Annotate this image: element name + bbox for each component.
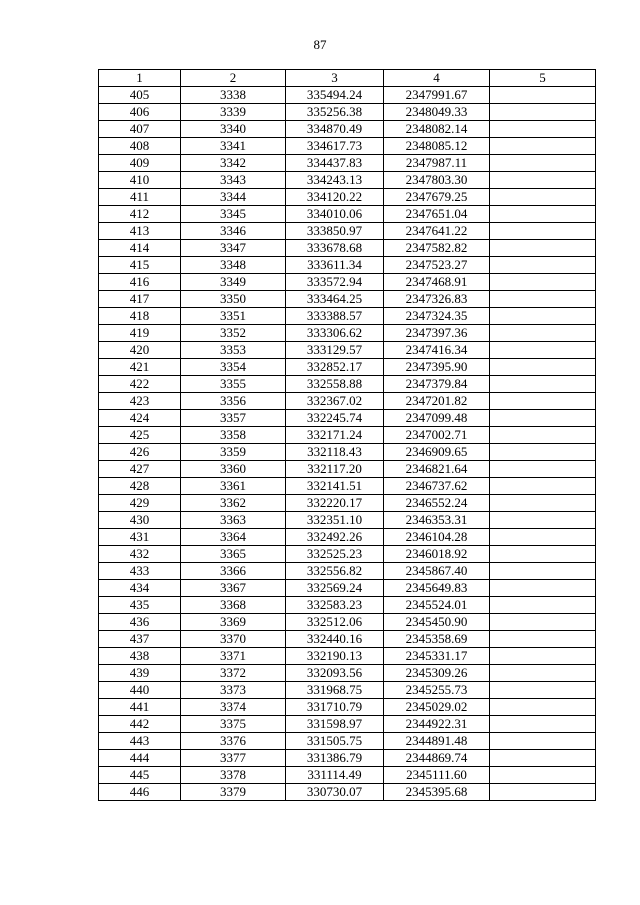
- table-cell-col-1: 409: [99, 155, 181, 172]
- table-cell-col-4: 2346018.92: [384, 546, 490, 563]
- table-cell-col-4: 2344891.48: [384, 733, 490, 750]
- table-cell-col-5: [490, 444, 596, 461]
- table-row: [99, 121, 596, 138]
- table-row: [99, 325, 596, 342]
- table-cell-col-3: 332245.74: [286, 410, 384, 427]
- table-cell-col-3: 334010.06: [286, 206, 384, 223]
- table-cell-col-5: [490, 563, 596, 580]
- table-cell-col-1: 427: [99, 461, 181, 478]
- table-cell-col-3: 331598.97: [286, 716, 384, 733]
- table-cell-col-5: [490, 104, 596, 121]
- table-cell-col-3: 333129.57: [286, 342, 384, 359]
- table-row: [99, 716, 596, 733]
- table-cell-col-1: 430: [99, 512, 181, 529]
- table-cell-col-3: 331386.79: [286, 750, 384, 767]
- table-cell-col-5: [490, 138, 596, 155]
- table-cell-col-3: 333678.68: [286, 240, 384, 257]
- table-cell-col-1: 442: [99, 716, 181, 733]
- table-cell-col-1: 405: [99, 87, 181, 104]
- table-cell-col-2: 3376: [181, 733, 286, 750]
- table-cell-col-4: 2347099.48: [384, 410, 490, 427]
- table-cell-col-3: 332190.13: [286, 648, 384, 665]
- table-cell-col-5: [490, 478, 596, 495]
- table-cell-col-1: 419: [99, 325, 181, 342]
- table-cell-col-3: 332367.02: [286, 393, 384, 410]
- table-cell-col-5: [490, 342, 596, 359]
- table-cell-col-3: 332440.16: [286, 631, 384, 648]
- table-row: [99, 376, 596, 393]
- table-cell-col-4: 2344869.74: [384, 750, 490, 767]
- table-cell-col-5: [490, 155, 596, 172]
- table-cell-col-2: 3345: [181, 206, 286, 223]
- table-row: [99, 308, 596, 325]
- table-cell-col-4: 2347582.82: [384, 240, 490, 257]
- table-cell-col-4: 2345649.83: [384, 580, 490, 597]
- table-cell-col-1: 441: [99, 699, 181, 716]
- table-cell-col-4: 2347991.67: [384, 87, 490, 104]
- table-cell-col-5: [490, 716, 596, 733]
- table-cell-col-2: 3375: [181, 716, 286, 733]
- table-cell-col-4: 2345358.69: [384, 631, 490, 648]
- table-row: [99, 257, 596, 274]
- table-cell-col-1: 424: [99, 410, 181, 427]
- table-cell-col-2: 3349: [181, 274, 286, 291]
- table-cell-col-4: 2347379.84: [384, 376, 490, 393]
- table-cell-col-2: 3346: [181, 223, 286, 240]
- column-header: 2: [181, 70, 286, 87]
- table-cell-col-5: [490, 274, 596, 291]
- column-header: 3: [286, 70, 384, 87]
- table-cell-col-4: 2346909.65: [384, 444, 490, 461]
- table-row: [99, 155, 596, 172]
- table-cell-col-1: 425: [99, 427, 181, 444]
- column-header: 5: [490, 70, 596, 87]
- table-cell-col-2: 3343: [181, 172, 286, 189]
- table-cell-col-5: [490, 461, 596, 478]
- table-cell-col-1: 426: [99, 444, 181, 461]
- table-cell-col-3: 332093.56: [286, 665, 384, 682]
- table-cell-col-5: [490, 410, 596, 427]
- table-cell-col-5: [490, 121, 596, 138]
- table-cell-col-2: 3341: [181, 138, 286, 155]
- table-cell-col-4: 2345111.60: [384, 767, 490, 784]
- table-cell-col-4: 2346353.31: [384, 512, 490, 529]
- table-cell-col-4: 2347987.11: [384, 155, 490, 172]
- table-cell-col-4: 2348085.12: [384, 138, 490, 155]
- table-cell-col-4: 2346104.28: [384, 529, 490, 546]
- table-cell-col-5: [490, 495, 596, 512]
- table-row: [99, 172, 596, 189]
- table-cell-col-5: [490, 580, 596, 597]
- table-cell-col-1: 440: [99, 682, 181, 699]
- table-cell-col-1: 446: [99, 784, 181, 801]
- table-cell-col-3: 332569.24: [286, 580, 384, 597]
- table-cell-col-2: 3344: [181, 189, 286, 206]
- table-cell-col-4: 2347651.04: [384, 206, 490, 223]
- table-cell-col-1: 412: [99, 206, 181, 223]
- table-cell-col-2: 3352: [181, 325, 286, 342]
- table-row: [99, 393, 596, 410]
- header-row: [99, 70, 596, 87]
- table-row: [99, 631, 596, 648]
- table-cell-col-1: 416: [99, 274, 181, 291]
- table-cell-col-5: [490, 699, 596, 716]
- table-cell-col-3: 332558.88: [286, 376, 384, 393]
- table-cell-col-3: 332117.20: [286, 461, 384, 478]
- table-cell-col-1: 429: [99, 495, 181, 512]
- table-cell-col-1: 423: [99, 393, 181, 410]
- table-row: [99, 189, 596, 206]
- table-row: [99, 767, 596, 784]
- table-cell-col-4: 2345867.40: [384, 563, 490, 580]
- table-cell-col-2: 3358: [181, 427, 286, 444]
- table-cell-col-4: 2344922.31: [384, 716, 490, 733]
- table-row: [99, 410, 596, 427]
- table-row: [99, 427, 596, 444]
- table-cell-col-1: 428: [99, 478, 181, 495]
- table-cell-col-4: 2347641.22: [384, 223, 490, 240]
- table-cell-col-1: 431: [99, 529, 181, 546]
- table-cell-col-4: 2346821.64: [384, 461, 490, 478]
- table-cell-col-5: [490, 291, 596, 308]
- table-cell-col-4: 2347395.90: [384, 359, 490, 376]
- table-cell-col-3: 332118.43: [286, 444, 384, 461]
- table-cell-col-1: 436: [99, 614, 181, 631]
- table-cell-col-3: 333572.94: [286, 274, 384, 291]
- coordinates-table: [98, 69, 596, 801]
- table-cell-col-1: 444: [99, 750, 181, 767]
- table-cell-col-1: 418: [99, 308, 181, 325]
- table-cell-col-3: 332852.17: [286, 359, 384, 376]
- table-cell-col-4: 2347002.71: [384, 427, 490, 444]
- table-cell-col-1: 415: [99, 257, 181, 274]
- table-cell-col-2: 3359: [181, 444, 286, 461]
- table-cell-col-2: 3356: [181, 393, 286, 410]
- table-cell-col-1: 407: [99, 121, 181, 138]
- page-number: 87: [313, 37, 327, 52]
- table-cell-col-5: [490, 631, 596, 648]
- table-cell-col-3: 331505.75: [286, 733, 384, 750]
- table-row: [99, 461, 596, 478]
- table-cell-col-4: 2347397.36: [384, 325, 490, 342]
- table-cell-col-2: 3379: [181, 784, 286, 801]
- table-cell-col-4: 2346737.62: [384, 478, 490, 495]
- table-header: [99, 70, 596, 87]
- table-row: [99, 784, 596, 801]
- table-cell-col-3: 331114.49: [286, 767, 384, 784]
- table-cell-col-3: 334870.49: [286, 121, 384, 138]
- table-cell-col-5: [490, 240, 596, 257]
- table-row: [99, 342, 596, 359]
- table-cell-col-3: 333306.62: [286, 325, 384, 342]
- table-cell-col-2: 3365: [181, 546, 286, 563]
- table-cell-col-5: [490, 665, 596, 682]
- table-cell-col-5: [490, 427, 596, 444]
- table-cell-col-5: [490, 512, 596, 529]
- table-cell-col-2: 3340: [181, 121, 286, 138]
- table-cell-col-2: 3350: [181, 291, 286, 308]
- table-cell-col-5: [490, 529, 596, 546]
- table-cell-col-4: 2347201.82: [384, 393, 490, 410]
- table-cell-col-2: 3373: [181, 682, 286, 699]
- table-row: [99, 512, 596, 529]
- table-cell-col-2: 3361: [181, 478, 286, 495]
- table-cell-col-2: 3338: [181, 87, 286, 104]
- table-cell-col-1: 434: [99, 580, 181, 597]
- table-cell-col-1: 410: [99, 172, 181, 189]
- table-cell-col-2: 3370: [181, 631, 286, 648]
- table-row: [99, 699, 596, 716]
- table-cell-col-5: [490, 733, 596, 750]
- table-cell-col-4: 2345524.01: [384, 597, 490, 614]
- table-cell-col-5: [490, 206, 596, 223]
- table-cell-col-2: 3347: [181, 240, 286, 257]
- table-row: [99, 665, 596, 682]
- table-cell-col-2: 3367: [181, 580, 286, 597]
- table-cell-col-5: [490, 614, 596, 631]
- table-cell-col-1: 437: [99, 631, 181, 648]
- table-cell-col-1: 413: [99, 223, 181, 240]
- table-cell-col-5: [490, 87, 596, 104]
- table-cell-col-1: 443: [99, 733, 181, 750]
- table-row: [99, 206, 596, 223]
- table-cell-col-3: 334437.83: [286, 155, 384, 172]
- table-cell-col-2: 3355: [181, 376, 286, 393]
- table-cell-col-5: [490, 172, 596, 189]
- table-cell-col-1: 411: [99, 189, 181, 206]
- table-cell-col-3: 333611.34: [286, 257, 384, 274]
- table-cell-col-2: 3348: [181, 257, 286, 274]
- table-cell-col-2: 3377: [181, 750, 286, 767]
- table-cell-col-5: [490, 376, 596, 393]
- table-cell-col-2: 3357: [181, 410, 286, 427]
- table-cell-col-1: 417: [99, 291, 181, 308]
- table-row: [99, 529, 596, 546]
- table-row: [99, 291, 596, 308]
- table-cell-col-4: 2345450.90: [384, 614, 490, 631]
- table-cell-col-3: 332512.06: [286, 614, 384, 631]
- table-cell-col-4: 2347324.35: [384, 308, 490, 325]
- table-cell-col-4: 2345255.73: [384, 682, 490, 699]
- table-cell-col-3: 332525.23: [286, 546, 384, 563]
- table-cell-col-5: [490, 325, 596, 342]
- table-cell-col-3: 333850.97: [286, 223, 384, 240]
- table-cell-col-2: 3342: [181, 155, 286, 172]
- table-cell-col-4: 2348082.14: [384, 121, 490, 138]
- table-row: [99, 359, 596, 376]
- table-cell-col-2: 3354: [181, 359, 286, 376]
- table-row: [99, 682, 596, 699]
- table-cell-col-5: [490, 308, 596, 325]
- table-cell-col-4: 2347523.27: [384, 257, 490, 274]
- table-cell-col-2: 3368: [181, 597, 286, 614]
- table-row: [99, 87, 596, 104]
- table-cell-col-1: 435: [99, 597, 181, 614]
- table-cell-col-4: 2345309.26: [384, 665, 490, 682]
- table-row: [99, 750, 596, 767]
- table-cell-col-5: [490, 597, 596, 614]
- table-row: [99, 597, 596, 614]
- table-cell-col-2: 3362: [181, 495, 286, 512]
- table-cell-col-5: [490, 189, 596, 206]
- table-cell-col-5: [490, 682, 596, 699]
- table-cell-col-3: 331968.75: [286, 682, 384, 699]
- table-row: [99, 563, 596, 580]
- table-cell-col-1: 406: [99, 104, 181, 121]
- table-row: [99, 240, 596, 257]
- table-cell-col-4: 2347803.30: [384, 172, 490, 189]
- table-cell-col-5: [490, 767, 596, 784]
- table-cell-col-4: 2347468.91: [384, 274, 490, 291]
- table-cell-col-3: 332556.82: [286, 563, 384, 580]
- table-row: [99, 223, 596, 240]
- table-row: [99, 444, 596, 461]
- table-cell-col-3: 334617.73: [286, 138, 384, 155]
- table-cell-col-3: 332220.17: [286, 495, 384, 512]
- table-cell-col-2: 3371: [181, 648, 286, 665]
- table-row: [99, 138, 596, 155]
- table-row: [99, 546, 596, 563]
- column-header: 4: [384, 70, 490, 87]
- table-cell-col-4: 2347416.34: [384, 342, 490, 359]
- table-cell-col-4: 2346552.24: [384, 495, 490, 512]
- table-cell-col-5: [490, 393, 596, 410]
- table-cell-col-5: [490, 750, 596, 767]
- table-cell-col-4: 2347679.25: [384, 189, 490, 206]
- table-cell-col-1: 421: [99, 359, 181, 376]
- table-cell-col-2: 3360: [181, 461, 286, 478]
- table-cell-col-3: 331710.79: [286, 699, 384, 716]
- table-cell-col-1: 408: [99, 138, 181, 155]
- table-cell-col-2: 3353: [181, 342, 286, 359]
- table-cell-col-2: 3351: [181, 308, 286, 325]
- table-cell-col-1: 432: [99, 546, 181, 563]
- table-cell-col-3: 332492.26: [286, 529, 384, 546]
- table-cell-col-4: 2347326.83: [384, 291, 490, 308]
- column-header: 1: [99, 70, 181, 87]
- table-cell-col-1: 420: [99, 342, 181, 359]
- table-cell-col-3: 332141.51: [286, 478, 384, 495]
- table-cell-col-5: [490, 359, 596, 376]
- table-cell-col-5: [490, 784, 596, 801]
- table-row: [99, 733, 596, 750]
- table-cell-col-3: 335494.24: [286, 87, 384, 104]
- table-row: [99, 614, 596, 631]
- table-cell-col-3: 334120.22: [286, 189, 384, 206]
- table-cell-col-3: 335256.38: [286, 104, 384, 121]
- table-cell-col-1: 438: [99, 648, 181, 665]
- table-cell-col-3: 333388.57: [286, 308, 384, 325]
- table-cell-col-2: 3364: [181, 529, 286, 546]
- table-cell-col-5: [490, 223, 596, 240]
- table-cell-col-4: 2345395.68: [384, 784, 490, 801]
- table-cell-col-4: 2345029.02: [384, 699, 490, 716]
- table-cell-col-4: 2345331.17: [384, 648, 490, 665]
- table-cell-col-5: [490, 648, 596, 665]
- table-cell-col-2: 3366: [181, 563, 286, 580]
- table-cell-col-1: 439: [99, 665, 181, 682]
- table-cell-col-3: 332171.24: [286, 427, 384, 444]
- table-cell-col-3: 334243.13: [286, 172, 384, 189]
- table-cell-col-1: 422: [99, 376, 181, 393]
- table-cell-col-4: 2348049.33: [384, 104, 490, 121]
- table-cell-col-3: 333464.25: [286, 291, 384, 308]
- table-cell-col-5: [490, 257, 596, 274]
- table-cell-col-3: 332351.10: [286, 512, 384, 529]
- table-row: [99, 478, 596, 495]
- table-row: [99, 274, 596, 291]
- table-cell-col-3: 332583.23: [286, 597, 384, 614]
- table-cell-col-1: 445: [99, 767, 181, 784]
- table-cell-col-2: 3363: [181, 512, 286, 529]
- table-cell-col-2: 3374: [181, 699, 286, 716]
- table-cell-col-2: 3372: [181, 665, 286, 682]
- table-cell-col-2: 3339: [181, 104, 286, 121]
- table-cell-col-2: 3369: [181, 614, 286, 631]
- table-row: [99, 104, 596, 121]
- table-cell-col-5: [490, 546, 596, 563]
- table-body: [99, 87, 596, 801]
- table-row: [99, 580, 596, 597]
- table-cell-col-1: 433: [99, 563, 181, 580]
- table-cell-col-1: 414: [99, 240, 181, 257]
- table-row: [99, 495, 596, 512]
- table-cell-col-3: 330730.07: [286, 784, 384, 801]
- table-row: [99, 648, 596, 665]
- table-cell-col-2: 3378: [181, 767, 286, 784]
